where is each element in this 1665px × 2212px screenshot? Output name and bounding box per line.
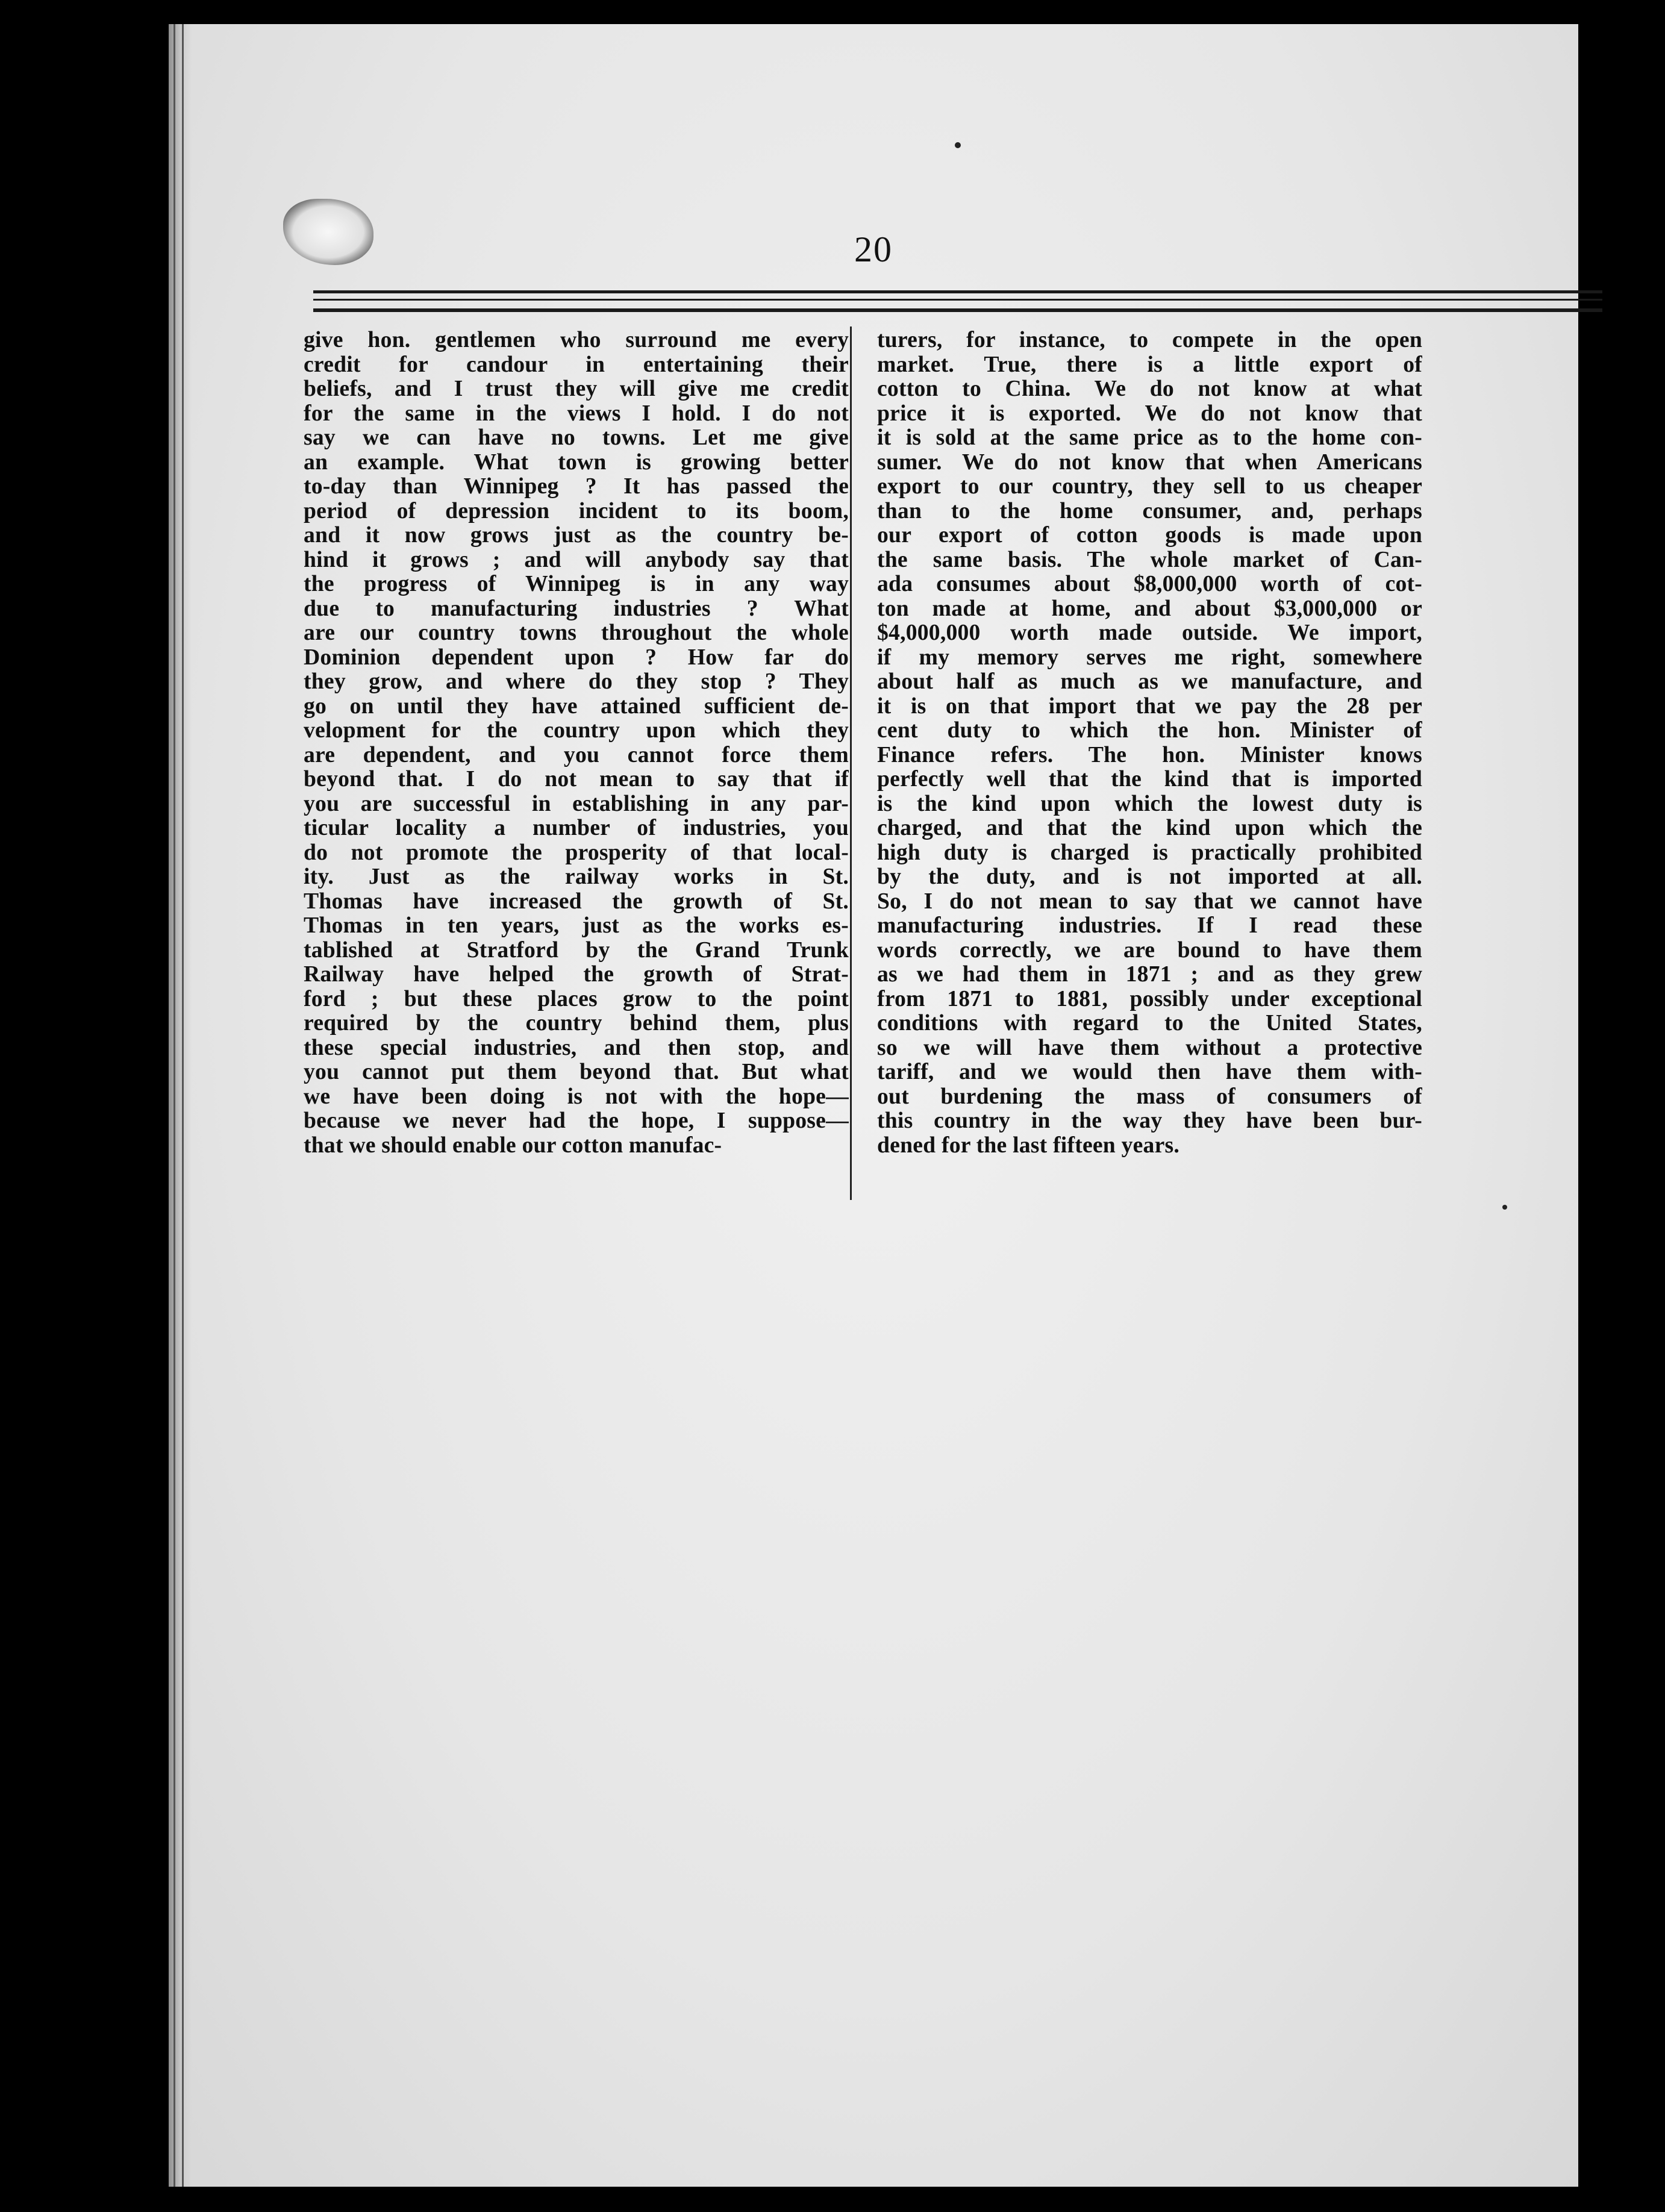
right-column-line: $4,000,000 worth made outside. We import, [877, 620, 1422, 645]
left-column-line: Railway have helped the growth of Strat- [304, 962, 849, 987]
right-column-line: if my memory serves me right, somewhere [877, 645, 1422, 669]
ink-speck [955, 142, 961, 148]
right-column-line: cotton to China. We do not know at what [877, 376, 1422, 401]
left-column-line: credit for candour in entertaining their [304, 352, 849, 376]
right-column-line: manufacturing industries. If I read these [877, 913, 1422, 938]
scanned-page [169, 24, 1578, 2187]
right-column-line: about half as much as we manufacture, and [877, 669, 1422, 694]
left-column-line: required by the country behind them, plus [304, 1011, 849, 1036]
left-column-line: beyond that. I do not mean to say that if [304, 767, 849, 792]
left-column-line: give hon. gentlemen who surround me every [304, 328, 849, 352]
right-column-line: our export of cotton goods is made upon [877, 523, 1422, 548]
binding-line [173, 24, 175, 2187]
left-column-line: because we never had the hope, I suppose— [304, 1108, 849, 1133]
right-column-line: it is on that import that we pay the 28 per [877, 693, 1422, 718]
right-column-line: price it is exported. We do not know that [877, 401, 1422, 425]
left-column-line: are our country towns throughout the whole [304, 620, 849, 645]
right-column-line: ton made at home, and about $3,000,000 or [877, 596, 1422, 620]
right-column-line: tariff, and we would then have them with- [877, 1060, 1422, 1084]
left-column-line: say we can have no towns. Let me give [304, 425, 849, 450]
left-column-line: beliefs, and I trust they will give me credit [304, 376, 849, 401]
left-text-column [304, 328, 849, 1157]
left-column-line: the progress of Winnipeg is in any way [304, 572, 849, 596]
left-column-line: for the same in the views I hold. I do not [304, 401, 849, 425]
left-column-line: we have been doing is not with the hope— [304, 1084, 849, 1108]
header-rule [313, 308, 1602, 312]
right-column-line: from 1871 to 1881, possibly under exceptional [877, 986, 1422, 1011]
binding-shadow [169, 24, 192, 2187]
column-divider [850, 326, 852, 1200]
right-column-line: conditions with regard to the United States, [877, 1011, 1422, 1036]
right-column-line: market. True, there is a little export of [877, 352, 1422, 376]
left-column-line: ticular locality a number of industries, you [304, 816, 849, 840]
left-column-line: Thomas have increased the growth of St. [304, 889, 849, 913]
right-column-line: than to the home consumer, and, perhaps [877, 498, 1422, 523]
left-column-line: due to manufacturing industries ? What [304, 596, 849, 620]
right-column-line: by the duty, and is not imported at all. [877, 864, 1422, 889]
ink-speck [1502, 1205, 1507, 1210]
right-column-line: this country in the way they have been bur- [877, 1108, 1422, 1133]
right-column-line: export to our country, they sell to us cheaper [877, 474, 1422, 499]
left-column-line: hind it grows ; and will anybody say that [304, 547, 849, 572]
left-column-line: Dominion dependent upon ? How far do [304, 645, 849, 669]
right-column-line: it is sold at the same price as to the home con- [877, 425, 1422, 450]
right-column-line: so we will have them without a protective [877, 1035, 1422, 1060]
binding-line [182, 24, 184, 2187]
left-column-line: go on until they have attained sufficient de- [304, 693, 849, 718]
right-column-line: words correctly, we are bound to have them [877, 937, 1422, 962]
right-column-line: as we had them in 1871 ; and as they grew [877, 962, 1422, 987]
left-column-line: to-day than Winnipeg ? It has passed the [304, 474, 849, 499]
right-column-line: perfectly well that the kind that is imported [877, 767, 1422, 792]
right-column-line: ada consumes about $8,000,000 worth of cot- [877, 572, 1422, 596]
left-column-line: these special industries, and then stop, and [304, 1035, 849, 1060]
left-column-line: Thomas in ten years, just as the works es- [304, 913, 849, 938]
right-column-line: high duty is charged is practically prohibited [877, 840, 1422, 864]
left-column-line: are dependent, and you cannot force them [304, 742, 849, 767]
right-column-line: dened for the last fifteen years. [877, 1133, 1180, 1157]
right-column-line: turers, for instance, to compete in the open [877, 328, 1422, 352]
left-column-line: velopment for the country upon which they [304, 718, 849, 743]
page-number: 20 [854, 230, 893, 269]
header-rule [313, 299, 1602, 301]
header-rule [313, 290, 1602, 293]
left-column-line: that we should enable our cotton manufac- [304, 1133, 722, 1157]
left-column-line: you cannot put them beyond that. But what [304, 1060, 849, 1084]
left-column-line: do not promote the prosperity of that local- [304, 840, 849, 864]
right-text-column [877, 328, 1422, 1157]
right-column-line: So, I do not mean to say that we cannot have [877, 889, 1422, 913]
left-column-line: ity. Just as the railway works in St. [304, 864, 849, 889]
right-column-line: the same basis. The whole market of Can- [877, 547, 1422, 572]
right-column-line: is the kind upon which the lowest duty is [877, 791, 1422, 816]
left-column-line: you are successful in establishing in any par- [304, 791, 849, 816]
left-column-line: an example. What town is growing better [304, 449, 849, 474]
left-column-line: period of depression incident to its boom, [304, 498, 849, 523]
right-column-line: Finance refers. The hon. Minister knows [877, 742, 1422, 767]
right-column-line: cent duty to which the hon. Minister of [877, 718, 1422, 743]
right-column-line: charged, and that the kind upon which the [877, 816, 1422, 840]
right-column-line: out burdening the mass of consumers of [877, 1084, 1422, 1108]
left-column-line: tablished at Stratford by the Grand Trunk [304, 937, 849, 962]
left-column-line: ford ; but these places grow to the point [304, 986, 849, 1011]
right-column-line: sumer. We do not know that when Americans [877, 449, 1422, 474]
left-column-line: they grow, and where do they stop ? They [304, 669, 849, 694]
left-column-line: and it now grows just as the country be- [304, 523, 849, 548]
